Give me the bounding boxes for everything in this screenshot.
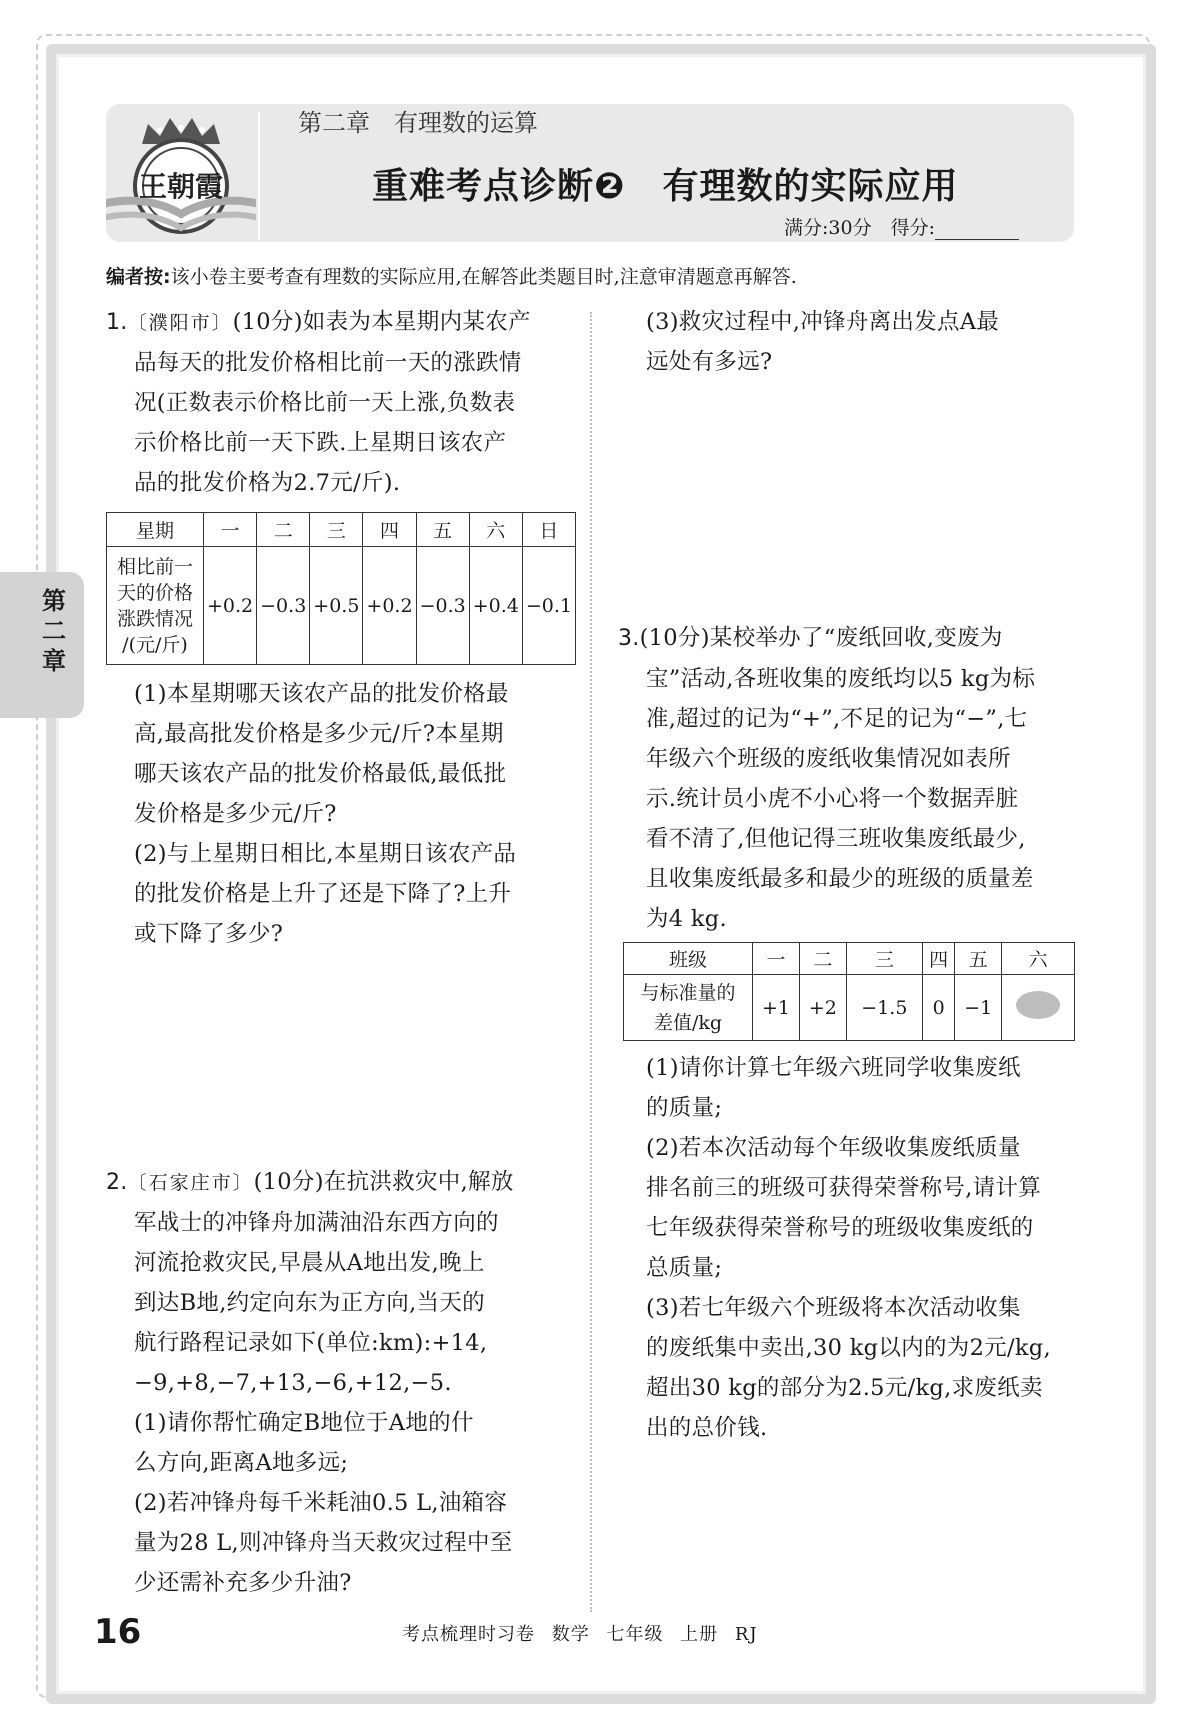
waste-paper-table xyxy=(623,942,1075,1041)
question-3-intro: 3.(10分)某校举办了“废纸回收,变废为 宝”活动,各班收集的废纸均以5 kg为标 准,超过的记为“+”,不足的记为“−”,七 年级六个班级的废纸收集情况如表所 示.统计员小虎不小心将一个数据弄脏 看不清了,但他记得三班收集废纸最少, 且收集废纸最多和最少的班级的质量差 为4 kg. xyxy=(618,625,1036,932)
page-title: 重难考点诊断❷ 有理数的实际应用 xyxy=(372,166,959,207)
editor-note-text: 该小卷主要考查有理数的实际应用,在解答此类题目时,注意审清题意再解答. xyxy=(170,266,797,288)
question-1-source: 〔濮阳市〕 xyxy=(127,312,233,334)
score-label: 满分:30分 得分: xyxy=(784,217,935,239)
chapter-label: 第二章 有理数的运算 xyxy=(298,109,538,137)
page-number: 16 xyxy=(94,1612,142,1652)
logo-text: 王朝霞 xyxy=(138,170,224,203)
table-row: 相比前一 天的价格 涨跌情况 /(元/斤) +0.2 −0.3 +0.5 +0.2 −0.3 +0.4 −0.1 xyxy=(107,547,576,665)
row-label: 相比前一 天的价格 涨跌情况 /(元/斤) xyxy=(107,547,204,665)
question-2-number: 2. xyxy=(106,1170,128,1195)
editor-note-label: 编者按: xyxy=(106,266,171,288)
question-2: 2.〔石家庄市〕(10分)在抗洪救灾中,解放 军战士的冲锋舟加满油沿东西方向的 河流抢救灾民,早晨从A地出发,晚上 到达B地,约定向东为正方向,当天的 航行路程记录如下(单位:km):+14, −9,+8,−7,+13,−6,+12,−5. (1)请你帮忙确定B地位于A地的什 么方向,距离A地多远; (2)若冲锋舟每千米耗油0.5 L,油箱容 量为28 L,则冲锋舟当天救灾过程中至 少还需补充多少升油? xyxy=(106,1169,514,1596)
question-3-number: 3. xyxy=(618,626,640,651)
score-blank xyxy=(935,221,1019,240)
price-change-table xyxy=(106,512,576,665)
row-label: 与标准量的 差值/kg xyxy=(624,975,753,1041)
smudged-cell xyxy=(1002,975,1075,1041)
table-row: 与标准量的 差值/kg +1 +2 −1.5 0 −1 xyxy=(624,975,1075,1041)
question-1-subquestions: (1)本星期哪天该农产品的批发价格最 高,最高批发价格是多少元/斤?本星期 哪天该农产品的批发价格最低,最低批 发价格是多少元/斤? (2)与上星期日相比,本星期日该农产品 的批发价格是上升了还是下降了?上升 或下降了多少? xyxy=(134,681,517,947)
chapter-side-tab xyxy=(0,572,84,718)
question-3-subquestions: (1)请你计算七年级六班同学收集废纸 的质量; (2)若本次活动每个年级收集废纸质量 排名前三的班级可获得荣誉称号,请计算 七年级获得荣誉称号的班级收集废纸的 总质量; (3)若七年级六个班级将本次活动收集 的废纸集中卖出,30 kg以内的为2元/kg, 超出30 kg的部分为2.5元/kg,求废纸卖 出的总价钱. xyxy=(646,1055,1051,1441)
score-line xyxy=(784,213,1019,240)
column-divider xyxy=(590,312,592,1612)
publisher-logo xyxy=(106,104,256,242)
chapter-side-tab-label: 第二章 xyxy=(42,587,66,675)
question-1-intro: 1.〔濮阳市〕(10分)如表为本星期内某农产 品每天的批发价格相比前一天的涨跌情 况(正数表示价格比前一天上涨,负数表 示价格比前一天下跌.上星期日该农产 品的批发价格为2.7元/斤). xyxy=(106,309,531,496)
ink-smudge xyxy=(1016,991,1060,1019)
question-1-number: 1. xyxy=(106,310,128,335)
table-header-row: 班级 一 二 三 四 五 六 xyxy=(624,943,1075,975)
question-2-part-3: (3)救灾过程中,冲锋舟离出发点A最 远处有多远? xyxy=(646,309,1000,375)
editor-note xyxy=(106,262,797,289)
footer-text: 考点梳理时习卷 数学 七年级 上册 RJ xyxy=(402,1624,758,1645)
question-2-source: 〔石家庄市〕 xyxy=(127,1172,254,1194)
table-header-row: 星期 一 二 三 四 五 六 日 xyxy=(107,513,576,547)
header-divider xyxy=(258,112,260,240)
